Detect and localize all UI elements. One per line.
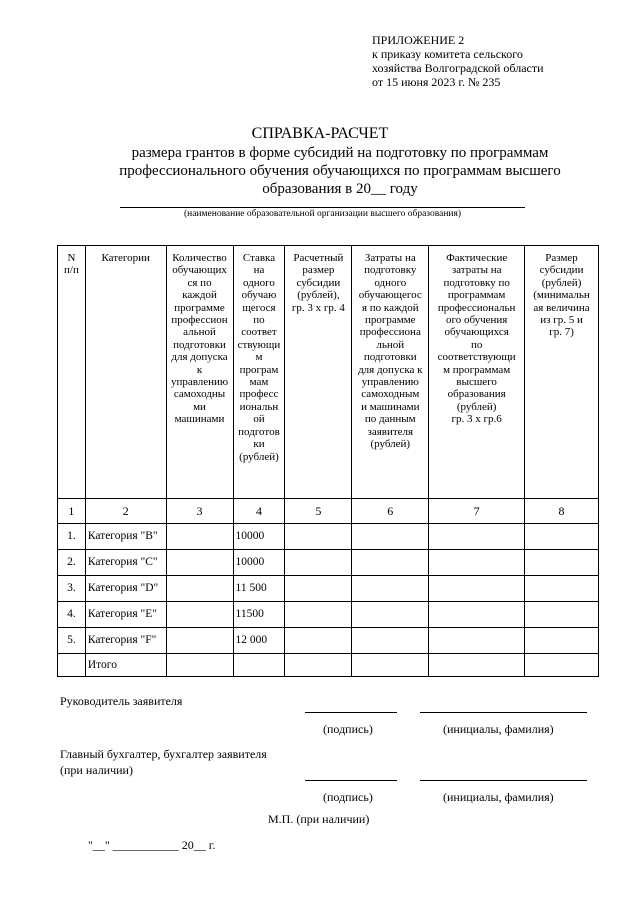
row-count-cell	[166, 602, 233, 628]
header-line: из гр. 5 и	[540, 314, 583, 327]
row-number: 2.	[58, 550, 86, 576]
row-cell	[525, 654, 599, 677]
header-line: образования	[447, 388, 506, 401]
header-line: ки	[253, 438, 265, 451]
row-cell	[429, 654, 525, 677]
header-line: подготовки	[363, 351, 417, 364]
header-line: Расчетный	[293, 252, 344, 264]
total-row	[58, 654, 599, 677]
header-cell	[285, 246, 352, 499]
header-line: управлению	[170, 376, 229, 389]
row-rate: 12 000	[233, 628, 285, 654]
header-line: и машинами	[361, 400, 420, 413]
row-rate: 11 500	[233, 576, 285, 602]
header-line: гр. 3 х гр. 4	[291, 301, 345, 314]
row-cell	[352, 654, 429, 677]
header-line: к	[196, 363, 203, 376]
column-number: 4	[233, 499, 285, 524]
header-line: N	[67, 252, 76, 264]
header-line: соответ	[241, 326, 277, 339]
accountant-label-note: (при наличии)	[60, 763, 133, 777]
row-rate: 10000	[233, 524, 285, 550]
subtitle-line-1: размера грантов в форме субсидий на подготовку по программам	[131, 145, 549, 161]
header-line: я по каждой	[361, 301, 419, 314]
row-cell	[233, 654, 285, 677]
header-cell	[525, 246, 599, 499]
header-cell	[166, 246, 233, 499]
row-cell	[429, 524, 525, 550]
row-cell	[429, 550, 525, 576]
header-line: подготов	[238, 425, 280, 438]
row-cell	[166, 654, 233, 677]
row-cell	[429, 602, 525, 628]
header-line: Ставка	[242, 252, 276, 264]
table-header-row	[58, 246, 599, 499]
row-cell	[525, 524, 599, 550]
header-line: м	[255, 351, 263, 364]
row-cell	[525, 628, 599, 654]
accountant-label: Главный бухгалтер, бухгалтер заявителя	[60, 747, 267, 761]
header-line: затраты на	[451, 264, 502, 277]
row-cell	[429, 576, 525, 602]
header-line: на	[253, 264, 265, 277]
header-line: альной	[183, 326, 216, 339]
header-cell	[352, 246, 429, 499]
row-cell	[285, 654, 352, 677]
head-signature-line	[305, 712, 397, 713]
row-count-cell	[166, 628, 233, 654]
header-line: ся по	[187, 276, 212, 289]
accountant-signature-line	[305, 780, 397, 781]
header-cell	[85, 246, 166, 499]
header-line: гр. 3 х гр.6	[451, 413, 502, 426]
header-line: ая величина	[533, 301, 590, 314]
header-line: (рублей)	[370, 438, 411, 451]
header-line: гр. 7)	[549, 326, 574, 339]
organization-name-line	[120, 207, 525, 208]
row-rate: 11500	[233, 602, 285, 628]
calculation-table	[57, 245, 599, 677]
header-line: професс	[239, 388, 279, 401]
row-category: Категория "E"	[85, 602, 166, 628]
row-cell	[285, 524, 352, 550]
header-line: профессион	[171, 314, 228, 327]
row-category: Категория "F"	[85, 628, 166, 654]
row-cell	[352, 550, 429, 576]
document-subtitle	[60, 144, 620, 198]
header-line: управлению	[361, 376, 419, 389]
table-row	[58, 524, 599, 550]
table-row	[58, 602, 599, 628]
appendix-line-2: к приказу комитета сельского	[372, 47, 523, 61]
header-line: подготовку по	[443, 276, 510, 289]
header-line: ствующи	[237, 338, 281, 351]
row-count-cell	[166, 550, 233, 576]
row-number: 5.	[58, 628, 86, 654]
date-line: "__" ___________ 20__ г.	[88, 838, 216, 852]
header-line: каждой	[182, 289, 217, 302]
row-cell	[285, 602, 352, 628]
row-cell	[429, 628, 525, 654]
header-line: програм	[239, 363, 279, 376]
appendix-line-3: хозяйства Волгоградской области	[372, 61, 544, 75]
table-row	[58, 550, 599, 576]
row-cell	[525, 602, 599, 628]
header-line: льной	[376, 338, 405, 351]
header-line: обучающих	[172, 264, 227, 277]
header-line: для допуска	[171, 351, 228, 364]
row-category: Категория "B"	[85, 524, 166, 550]
header-line: программам	[447, 289, 506, 302]
column-number: 3	[166, 499, 233, 524]
header-line: программе	[174, 301, 225, 314]
row-cell	[352, 602, 429, 628]
header-line: заявителя	[367, 425, 414, 438]
row-cell	[285, 628, 352, 654]
header-line: для допуска к	[358, 363, 423, 376]
row-cell	[352, 628, 429, 654]
header-line: профессиональн	[437, 301, 516, 314]
row-count-cell	[166, 576, 233, 602]
row-cell	[285, 550, 352, 576]
row-cell	[352, 576, 429, 602]
header-line: (рублей)	[456, 400, 497, 413]
header-line: п/п	[64, 264, 79, 277]
header-line: Количество	[172, 252, 227, 264]
header-line: машинами	[174, 413, 225, 426]
header-line: профессиона	[359, 326, 421, 339]
accountant-sign-caption: (подпись)	[323, 790, 373, 804]
header-line: одного	[243, 276, 275, 289]
row-number: 4.	[58, 602, 86, 628]
header-line: иональн	[239, 400, 279, 413]
head-label: Руководитель заявителя	[60, 694, 183, 708]
header-line: обучающегос	[358, 289, 422, 302]
head-name-caption: (инициалы, фамилия)	[443, 722, 554, 736]
column-number: 7	[429, 499, 525, 524]
header-line: Затраты на	[364, 252, 416, 264]
header-line: Размер	[545, 252, 578, 264]
header-line: ой	[253, 413, 265, 426]
document-title: СПРАВКА-РАСЧЕТ	[251, 125, 389, 142]
header-line: по	[253, 314, 265, 327]
header-line: Категории	[101, 252, 150, 264]
row-cell	[525, 550, 599, 576]
column-number-row	[58, 499, 599, 524]
stamp-label: М.П. (при наличии)	[268, 812, 370, 826]
header-line: программе	[364, 314, 416, 327]
head-sign-caption: (подпись)	[323, 722, 373, 736]
header-line: по	[470, 338, 483, 351]
header-line: подготовку	[364, 264, 417, 277]
total-label: Итого	[85, 654, 166, 677]
header-line: по данным	[364, 413, 416, 426]
header-line: м программам	[443, 363, 511, 376]
header-cell	[233, 246, 285, 499]
appendix-block	[372, 33, 544, 89]
accountant-name-line	[420, 780, 587, 781]
table-row	[58, 628, 599, 654]
column-number: 1	[58, 499, 86, 524]
header-line: (рублей),	[297, 289, 340, 302]
row-category: Категория "C"	[85, 550, 166, 576]
row-count-cell	[166, 524, 233, 550]
header-line: соответствующи	[437, 351, 516, 364]
header-line: размер	[302, 264, 335, 277]
header-line: высшего	[456, 376, 497, 389]
head-name-line	[420, 712, 587, 713]
row-number: 1.	[58, 524, 86, 550]
header-line: (минимальн	[533, 289, 590, 302]
header-line: обучаю	[241, 289, 277, 302]
header-line: ми	[193, 400, 206, 413]
header-line: самоходным	[361, 388, 420, 401]
row-category: Категория "D"	[85, 576, 166, 602]
header-line: субсидии	[296, 276, 341, 289]
header-line: Фактические	[446, 252, 508, 264]
header-cell	[58, 246, 86, 499]
header-line: ого обучения	[445, 314, 508, 327]
row-number: 3.	[58, 576, 86, 602]
header-line: (рублей)	[541, 276, 582, 289]
header-line: щегося	[242, 301, 276, 314]
row-cell	[58, 654, 86, 677]
header-line: (рублей)	[239, 450, 279, 463]
appendix-line-4: от 15 июня 2023 г. № 235	[372, 75, 501, 89]
accountant-name-caption: (инициалы, фамилия)	[443, 790, 554, 804]
header-line: мам	[249, 376, 269, 389]
header-cell	[429, 246, 525, 499]
column-number: 8	[525, 499, 599, 524]
row-cell	[285, 576, 352, 602]
subtitle-line-3: образования в 20__ году	[262, 181, 418, 197]
header-line: одного	[374, 276, 407, 289]
row-cell	[525, 576, 599, 602]
organization-caption: (наименование образовательной организации высшего образования)	[183, 209, 462, 219]
table-row	[58, 576, 599, 602]
header-line: обучающихся	[444, 326, 509, 339]
column-number: 6	[352, 499, 429, 524]
row-cell	[352, 524, 429, 550]
row-rate: 10000	[233, 550, 285, 576]
appendix-line-1: ПРИЛОЖЕНИЕ 2	[372, 33, 465, 47]
header-line: самоходны	[173, 388, 226, 401]
subtitle-line-2: профессионального обучения обучающихся по программам высшего	[119, 163, 561, 179]
column-number: 5	[285, 499, 352, 524]
header-line: подготовки	[173, 338, 226, 351]
header-line: субсидии	[539, 264, 584, 277]
column-number: 2	[85, 499, 166, 524]
